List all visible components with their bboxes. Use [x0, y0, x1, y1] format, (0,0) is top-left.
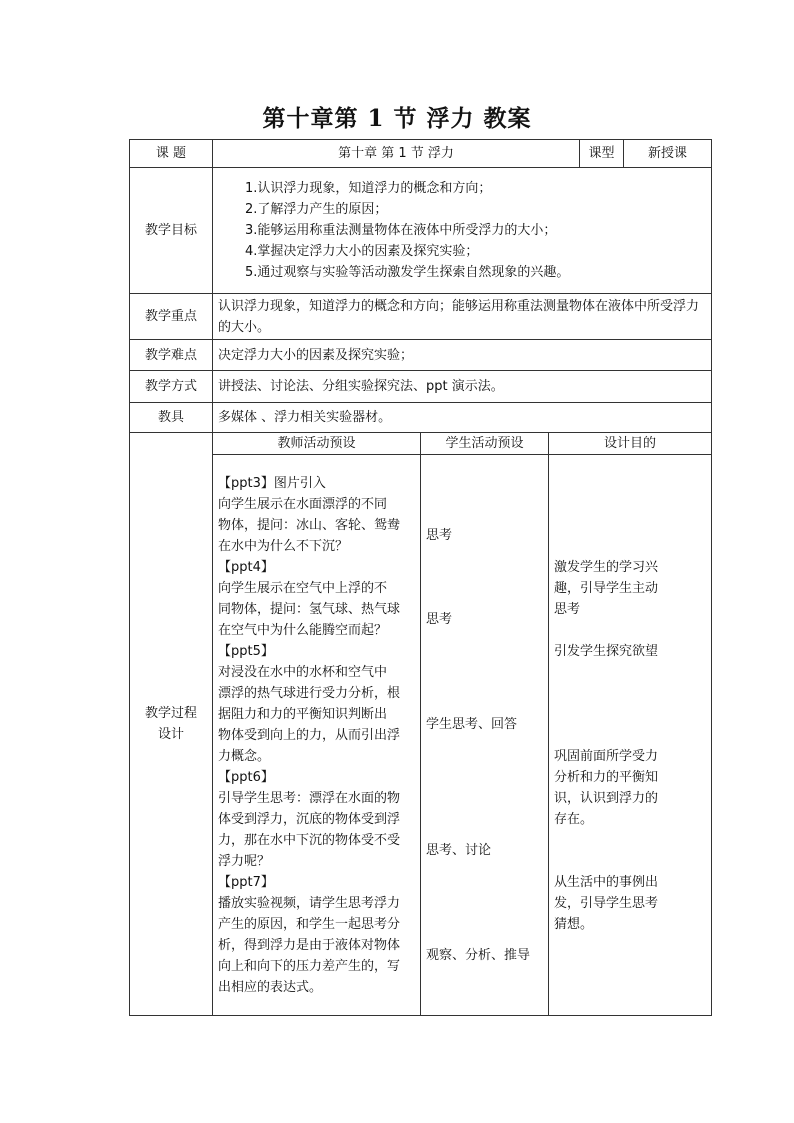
lesson-type-value: 新授课 [624, 140, 712, 168]
tools-text: 多媒体 、浮力相关实验器材。 [213, 403, 712, 433]
lesson-plan-table [129, 139, 712, 1016]
methods-label: 教学方式 [130, 371, 213, 403]
key-points-row [130, 294, 712, 340]
design-purpose-header: 设计目的 [549, 433, 712, 455]
student-activity-header: 学生活动预设 [421, 433, 549, 455]
methods-row [130, 371, 712, 403]
key-points-text: 认识浮力现象，知道浮力的概念和方向；能够运用称重法测量物体在液体中所受浮力的大小。 [213, 294, 712, 340]
goal-item: 4.掌握决定浮力大小的因素及探究实验； [245, 244, 479, 259]
goals-row [130, 168, 712, 294]
lesson-type-label: 课型 [580, 140, 624, 168]
header-row [130, 140, 712, 168]
design-purpose-cell: 激发学生的学习兴 趣，引导学生主动 思考 引发学生探究欲望 巩固前面所学受力 分析和力的平衡知 识，认识到浮力的 存在。 从生活中的事例出 发，引导学生思考 猜想。 [549, 455, 712, 1016]
topic-label: 课 题 [130, 140, 213, 168]
document-title: 第十章第 1 节 浮力 教案 [262, 105, 532, 132]
goal-item: 2.了解浮力产生的原因； [245, 202, 388, 217]
process-body-row [130, 455, 712, 1016]
student-activity-cell: 思考 思考 学生思考、回答 思考、讨论 观察、分析、推导 [421, 455, 549, 1016]
methods-text: 讲授法、讨论法、分组实验探究法、ppt 演示法。 [213, 371, 712, 403]
key-points-label: 教学重点 [130, 294, 213, 340]
difficulties-text: 决定浮力大小的因素及探究实验； [213, 340, 712, 371]
difficulties-label: 教学难点 [130, 340, 213, 371]
process-label: 教学过程 设计 [130, 433, 213, 1016]
goal-item: 5.通过观察与实验等活动激发学生探索自然现象的兴趣。 [245, 265, 570, 280]
goal-item: 1.认识浮力现象，知道浮力的概念和方向； [245, 181, 492, 196]
process-header-row [130, 433, 712, 455]
goals-label: 教学目标 [130, 168, 213, 294]
tools-label: 教具 [130, 403, 213, 433]
tools-row [130, 403, 712, 433]
goal-item: 3.能够运用称重法测量物体在液体中所受浮力的大小； [245, 223, 557, 238]
topic-value: 第十章 第 1 节 浮力 [213, 140, 580, 168]
goals-list [213, 168, 712, 294]
difficulties-row [130, 340, 712, 371]
teacher-activity-header: 教师活动预设 [213, 433, 421, 455]
teacher-activity-cell: 【ppt3】图片引入 向学生展示在水面漂浮的不同 物体，提问：冰山、客轮、鸳鸯 在水中为什么不下沉？ 【ppt4】 向学生展示在空气中上浮的不 同物体，提问：氢气球、热气球 在空气中为什么能腾空而起？ 【ppt5】 对浸没在水中的水杯和空气中 漂浮的热气球进行受力分析，根 据阻力和力的平衡知识判断出 物体受到向上的力，从而引出浮 力概念。 【ppt6】 引导学生思考：漂浮在水面的物 体受到浮力，沉底的物体受到浮 力，那在水中下沉的物体受不受 浮力呢？ 【ppt7】 播放实验视频，请学生思考浮力 产生的原因，和学生一起思考分 析，得到浮力是由于液体对物体 向上和向下的压力差产生的，写 出相应的表达式。 [213, 455, 421, 1016]
